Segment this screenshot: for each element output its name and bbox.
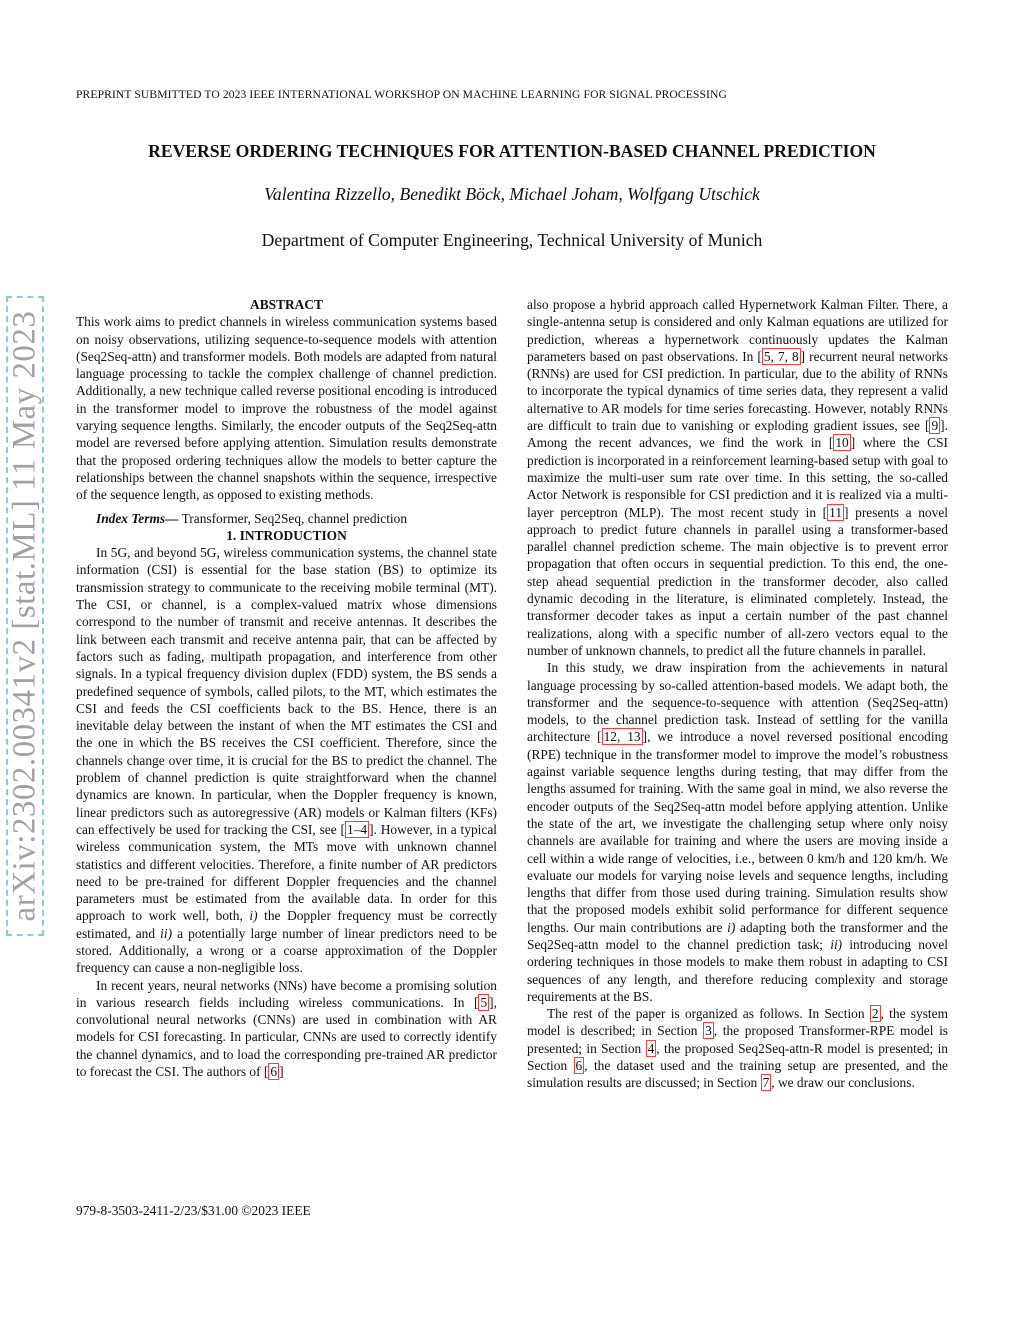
section-link[interactable]: 7 <box>762 1075 770 1091</box>
index-terms <box>76 510 497 527</box>
section-link[interactable]: 2 <box>871 1006 879 1022</box>
citation-link[interactable]: 11 <box>829 504 843 520</box>
arxiv-id: arXiv:2302.00341v2 [stat.ML] 11 May 2023 <box>6 310 43 922</box>
citation-link[interactable]: 12, 13 <box>603 729 641 745</box>
author-list: Valentina Rizzello, Benedikt Böck, Michael Joham, Wolfgang Utschick <box>264 184 760 204</box>
left-column <box>76 296 497 1080</box>
citation-link[interactable]: 1–4 <box>347 821 368 837</box>
paper-title: REVERSE ORDERING TECHNIQUES FOR ATTENTION-BASED CHANNEL PREDICTION <box>148 141 876 161</box>
citation-link[interactable]: 5 <box>480 994 488 1010</box>
section-heading-introduction: 1. INTRODUCTION <box>226 527 347 543</box>
abstract-text: This work aims to predict channels in wireless communication systems based on noisy observations, utilizing sequence-to-sequence models with attention (Seq2Seq-attn) and transformer models. Both models are adapted from natural language processing to tackle the complex challenge of channel prediction. Additionally, a new technique called reverse positional encoding is introduced in the transformer model to improve the robustness of the model against varying sequence lengths. Similarly, the encoder outputs of the Seq2Seq-attn model are reversed before applying attention. Simulation results demonstrate that the proposed ordering techniques allow the models to better capture the relationships between the channel snapshots within the sequence, irrespective of the sequence length, as opposed to existing methods. <box>76 314 497 503</box>
intro-paragraph-2: In recent years, neural networks (NNs) have become a promising solution in various research fields including wireless communications. In [ 5 ], convolutional neural networks (CNNs) are used in combination with AR models for CSI forecasting. In particular, CNNs are used to correctly identify the channel dynamics, and to load the corresponding pre-trained AR predictor to forecast the CSI. The authors of [ 6 ] <box>76 977 497 1080</box>
copyright-footer: 979-8-3503-2411-2/23/$31.00 ©2023 IEEE <box>76 1203 311 1218</box>
right-column <box>527 296 948 1092</box>
citation-link[interactable]: 9 <box>931 418 939 434</box>
intro-paragraph-4: The rest of the paper is organized as follows. In Section 2 , the system model is described; in Section 3 , the proposed Transformer-RPE model is presented; in Section 4 , the proposed Seq2Seq-attn-R model is presented; in Section 6 , the dataset used and the training setup are presented, and the simulation results are discussed; in Section 7 , we draw our conclusions. <box>527 1006 949 1091</box>
intro-paragraph-2-continued: also propose a hybrid approach called Hypernetwork Kalman Filter. There, a single-antenna setup is considered and only Kalman equations are utilized for prediction, whereas a hypernetwork continuously updates the Kalman parameters based on past observations. In [ 5, 7, 8 ] recurrent neural networks (RNNs) are used for CSI prediction. In particular, due to the ability of RNNs to incorporate the typical dynamics of time series data, they represent a valid alternative to AR models for time series forecasting. However, notably RNNs are difficult to train due to vanishing or exploding gradient issues, see [ 9 ]. Among the recent advances, we find the work in [ 10 ] where the CSI prediction is incorporated in a reinforcement learning-based setup with goal to maximize the multi-user sum rate over time. In this setting, the so-called Actor Network is responsible for CSI prediction and it is realized via a multi-layer perceptron (MLP). The most recent study in [ 11 ] presents a novel approach to predict future channels in parallel using a transformer-based parallel channel prediction scheme. The main objective is to prevent error propagation that often occurs in sequential prediction. To this end, the one-step ahead sequential prediction in the transformer decoder, also called dynamic decoding in the literature, is eliminated completely. Instead, the transformer decoder takes as input a certain number of the past channel realizations, along with a specific number of all-zero vectors equal to the number of unknown channels, to predict all the future channels in parallel. <box>527 297 949 658</box>
index-terms-label: Index Terms— <box>96 510 179 526</box>
section-link[interactable]: 6 <box>575 1058 583 1074</box>
citation-link[interactable]: 6 <box>270 1064 278 1080</box>
intro-paragraph-3: In this study, we draw inspiration from the achievements in natural language processing by so-called attention-based models. We adapt both, the transformer and the sequence-to-sequence with attention (Seq2Seq-attn) models, to the channel prediction task. Instead of settling for the vanilla architecture [ 12, 13 ], we introduce a novel reversed positional encoding (RPE) technique in the transformer model to improve the model’s robustness against variable sequence lengths during testing, that may differ from the lengths assumed for training. With the same goal in mind, we also reverse the encoder outputs of the Seq2Seq-attn model before applying attention. Unlike the state of the art, we investigate the challenging setup where only noisy channels are available for training and where the users are moving inside a cell within a wide range of velocities, i.e., between 0 km/h and 120 km/h. We evaluate our models for varying noise levels and sequence lengths, including lengths that differ from those used during training. Simulation results show that the proposed models exhibit solid performance for different sequence lengths. Our main contributions are i) adapting both the transformer and the Seq2Seq-attn model to the channel prediction task; ii) introducing novel ordering techniques in those models to make them robust in adapting to CSI sequences of any length, and therefore reducing complexity and storage requirements at the BS. <box>527 660 948 1004</box>
section-link[interactable]: 4 <box>647 1040 655 1056</box>
running-header: PREPRINT SUBMITTED TO 2023 IEEE INTERNATIONAL WORKSHOP ON MACHINE LEARNING FOR SIGNAL PROCESSING <box>76 88 727 101</box>
section-link[interactable]: 3 <box>705 1023 712 1039</box>
abstract-heading: ABSTRACT <box>250 297 323 312</box>
index-terms-text: Transformer, Seq2Seq, channel prediction <box>181 510 408 526</box>
affiliation: Department of Computer Engineering, Technical University of Munich <box>261 230 763 250</box>
arxiv-stamp[interactable] <box>6 296 44 936</box>
intro-paragraph-1: In 5G, and beyond 5G, wireless communication systems, the channel state information (CSI) is essential for the base station (BS) to optimize its transmission strategy to communicate to the receiving mobile terminal (MT). The CSI, or channel, is a complex-valued matrix whose dimensions correspond to the number of transmit and receive antennas. It describes the link between each transmit and receive antenna pair, that can be affected by factors such as fading, multipath propagation, and interference from other signals. In a typical frequency division duplex (FDD) system, the BS sends a predefined sequence of symbols, called pilots, to the MT, which estimates the CSI and feeds the CSI coefficients back to the BS. Hence, there is an inevitable delay between the instant of when the MT estimates the CSI and the one in which the BS receives the CSI coefficient. Therefore, since the channels change over time, it is crucial for the BS to predict the channel. The problem of channel prediction is quite straightforward when the channel dynamics are known. In particular, when the Doppler frequency is known, linear predictors such as autoregressive (AR) models or Kalman filters (KFs) can effectively be used for tracking the CSI, see [ 1–4 ]. However, in a typical wireless communication system, the MTs move with unknown channel statistics and different velocities. Therefore, a finite number of AR predictors need to be pre-trained for different Doppler frequencies and the channel parameters must be estimated from the available data. In order for this approach to work well, both, i) the Doppler frequency must be correctly estimated, and ii) a potentially large number of linear predictors need to be stored. Additionally, a wrong or a coarse approximation of the Doppler frequency can cause a non-negligible loss. <box>76 545 497 976</box>
citation-link[interactable]: 10 <box>835 435 849 451</box>
citation-link[interactable]: 5, 7, 8 <box>763 348 799 364</box>
